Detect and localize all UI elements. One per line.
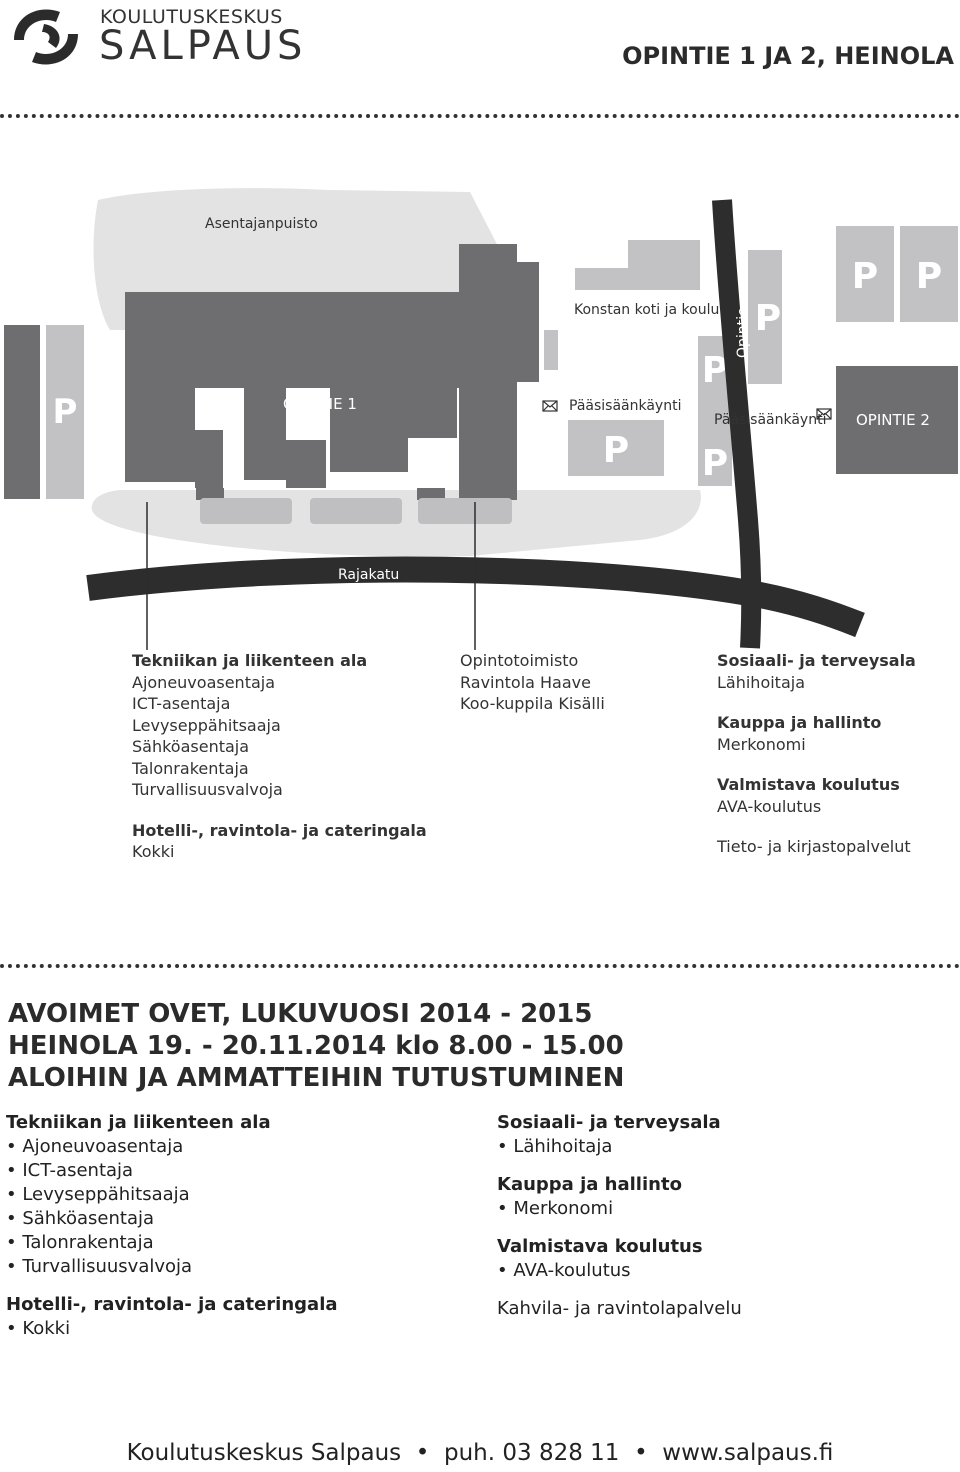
- logo-text-main: SALPAUS: [99, 23, 307, 69]
- list-item: Talonrakentaja: [132, 758, 249, 778]
- spacer: [497, 1221, 937, 1235]
- parking-icon: P: [915, 256, 943, 297]
- spacer: [717, 817, 957, 836]
- spacer: [717, 755, 957, 774]
- list-item: ICT-asentaja: [132, 694, 231, 713]
- list-item: • Lähihoitaja: [497, 1136, 613, 1157]
- list-item: • Ajoneuvoasentaja: [6, 1136, 184, 1157]
- campus-map: [0, 185, 960, 655]
- parking-icon: P: [701, 350, 729, 391]
- footer-web-link[interactable]: www.salpaus.fi: [662, 1440, 834, 1466]
- section-heading: Sosiaali- ja terveysala: [717, 651, 916, 670]
- konstan-koti-building: [575, 240, 700, 290]
- list-item: Koo-kuppila Kisälli: [460, 694, 605, 713]
- konsta-label: Konstan koti ja koulu: [574, 302, 720, 318]
- section-heading: Valmistava koulutus: [497, 1236, 703, 1257]
- list-item: Kokki: [132, 842, 175, 861]
- map-column-middle: [460, 650, 700, 715]
- parking-icon: P: [52, 392, 78, 432]
- list-item: • ICT-asentaja: [6, 1160, 134, 1181]
- footer-separator: •: [415, 1440, 430, 1466]
- list-item: • Talonrakentaja: [6, 1232, 154, 1253]
- parking-icon: P: [701, 443, 729, 484]
- footer-separator: •: [634, 1440, 648, 1466]
- park-label: Asentajanpuisto: [205, 216, 318, 232]
- footer-phone: puh. 03 828 11: [444, 1440, 620, 1466]
- list-item: • Kokki: [6, 1318, 71, 1339]
- left-building-strip: [4, 325, 40, 499]
- map-column-right: [717, 650, 957, 858]
- list-item: Lähihoitaja: [717, 672, 806, 692]
- spacer: [717, 693, 957, 712]
- spacer: [497, 1159, 937, 1173]
- list-item: • AVA-koulutus: [497, 1260, 631, 1281]
- section-heading: Hotelli-, ravintola- ja cateringala: [6, 1294, 338, 1315]
- footer: [0, 1440, 960, 1466]
- open-house-list-left: [6, 1111, 446, 1341]
- open-house-line-3: ALOIHIN JA AMMATTEIHIN TUTUSTUMINEN: [8, 1063, 625, 1093]
- list-item: Merkonomi: [717, 734, 806, 754]
- spacer: [6, 1279, 446, 1293]
- list-item: Levyseppähitsaaja: [132, 715, 281, 735]
- entrance-label-1: Pääsisäänkäynti: [569, 398, 682, 414]
- open-house-list-right: [497, 1111, 937, 1321]
- middle-divider: [0, 964, 960, 968]
- list-item: Ravintola Haave: [460, 672, 591, 692]
- list-item: Sähköasentaja: [132, 737, 250, 756]
- section-heading: Kauppa ja hallinto: [717, 713, 882, 732]
- opintie-1-label: OPINTIE 1: [283, 395, 357, 413]
- opintie-road-label: Opintie: [735, 307, 751, 358]
- list-item: Opintotoimisto: [460, 651, 579, 670]
- entrance-envelope-icon: [543, 401, 557, 411]
- address-title: OPINTIE 1 JA 2, HEINOLA: [622, 42, 954, 70]
- open-house-heading: [8, 998, 624, 1094]
- list-item: Tieto- ja kirjastopalvelut: [717, 837, 911, 856]
- list-item: • Levyseppähitsaaja: [6, 1184, 190, 1205]
- list-item: • Sähköasentaja: [6, 1208, 155, 1229]
- section-heading: Tekniikan ja liikenteen ala: [6, 1112, 271, 1133]
- rajakatu-label: Rajakatu: [338, 567, 400, 583]
- open-house-line-2: HEINOLA 19. - 20.11.2014 klo 8.00 - 15.00: [8, 1031, 624, 1061]
- parking-icon: P: [754, 298, 782, 339]
- list-item: AVA-koulutus: [717, 796, 822, 816]
- list-item: Ajoneuvoasentaja: [132, 672, 276, 692]
- section-heading: Valmistava koulutus: [717, 775, 900, 794]
- list-item: Kahvila- ja ravintolapalvelu: [497, 1298, 742, 1319]
- spacer: [497, 1283, 937, 1297]
- list-item: • Merkonomi: [497, 1198, 614, 1219]
- parking-icon: P: [851, 256, 879, 297]
- opintie-2-label: OPINTIE 2: [856, 411, 930, 429]
- section-heading: Sosiaali- ja terveysala: [497, 1112, 721, 1133]
- list-item: Turvallisuusvalvoja: [132, 780, 283, 799]
- salpaus-logo-mark: [8, 2, 84, 72]
- footer-org: Koulutuskeskus Salpaus: [126, 1440, 402, 1466]
- parking-icon: P: [602, 430, 630, 471]
- open-house-line-1: AVOIMET OVET, LUKUVUOSI 2014 - 2015: [8, 999, 593, 1029]
- section-heading: Hotelli-, ravintola- ja cateringala: [132, 820, 427, 840]
- section-heading: Kauppa ja hallinto: [497, 1174, 682, 1195]
- logo-text-top: KOULUTUSKESKUS: [100, 6, 283, 28]
- section-heading: Tekniikan ja liikenteen ala: [132, 651, 368, 670]
- spacer: [132, 801, 452, 820]
- top-divider: [0, 114, 960, 118]
- list-item: • Turvallisuusvalvoja: [6, 1256, 193, 1277]
- map-column-left: [132, 650, 452, 863]
- entrance-label-2: Pääsisäänkäynti: [714, 412, 827, 428]
